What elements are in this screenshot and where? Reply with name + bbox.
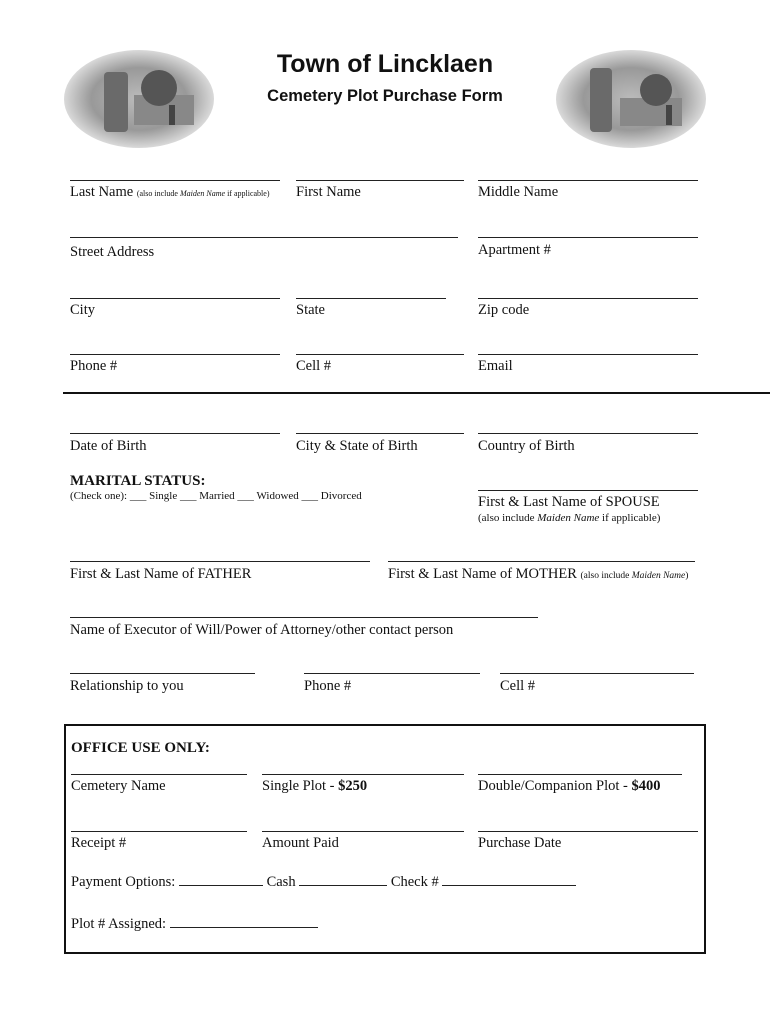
single-plot-price: $250 bbox=[338, 778, 368, 794]
purchase-date-label: Purchase Date bbox=[478, 835, 562, 851]
executor-cell-field[interactable] bbox=[500, 673, 694, 674]
first-name-label: First Name bbox=[296, 184, 361, 200]
office-use-heading: OFFICE USE ONLY: bbox=[71, 740, 210, 756]
plot-assigned-field[interactable] bbox=[170, 915, 318, 928]
email-label: Email bbox=[478, 358, 513, 374]
single-plot-label: Single Plot - $250 bbox=[262, 778, 368, 794]
payment-options-row bbox=[71, 873, 576, 891]
executor-phone-field[interactable] bbox=[304, 673, 480, 674]
city-field[interactable] bbox=[70, 298, 280, 299]
receipt-label: Receipt # bbox=[71, 835, 127, 851]
cash-label: Cash bbox=[266, 874, 296, 890]
marital-status-options[interactable]: (Check one): ___ Single ___ Married ___ Widowed ___ Divorced bbox=[70, 490, 362, 502]
birth-country-field[interactable] bbox=[478, 433, 698, 434]
check-label: Check # bbox=[390, 874, 439, 890]
apartment-label: Apartment # bbox=[478, 242, 551, 258]
street-address-label: Street Address bbox=[70, 244, 155, 260]
spouse-name-note: (also include Maiden Name if applicable) bbox=[478, 512, 661, 524]
executor-phone-label: Phone # bbox=[304, 678, 352, 694]
zip-field[interactable] bbox=[478, 298, 698, 299]
street-address-field[interactable] bbox=[70, 237, 458, 238]
executor-name-field[interactable] bbox=[70, 617, 538, 618]
cell-label: Cell # bbox=[296, 358, 332, 374]
dob-label: Date of Birth bbox=[70, 438, 147, 454]
apartment-field[interactable] bbox=[478, 237, 698, 238]
single-plot-field[interactable] bbox=[262, 774, 464, 775]
birth-city-state-field[interactable] bbox=[296, 433, 464, 434]
section-divider bbox=[63, 392, 770, 394]
phone-label: Phone # bbox=[70, 358, 118, 374]
state-field[interactable] bbox=[296, 298, 446, 299]
executor-name-label: Name of Executor of Will/Power of Attorney/other contact person bbox=[70, 622, 454, 638]
mother-name-label: First & Last Name of MOTHER (also include Maiden Name) bbox=[388, 566, 689, 582]
cash-field[interactable] bbox=[299, 873, 387, 886]
middle-name-field[interactable] bbox=[478, 180, 698, 181]
father-name-label: First & Last Name of FATHER bbox=[70, 566, 252, 582]
receipt-field[interactable] bbox=[71, 831, 247, 832]
plot-assigned-label: Plot # Assigned: bbox=[71, 916, 167, 932]
last-name-label: Last Name (also include Maiden Name if applicable) bbox=[70, 184, 270, 200]
payment-options-label: Payment Options: bbox=[71, 874, 176, 890]
spouse-name-label: First & Last Name of SPOUSE bbox=[478, 494, 660, 510]
double-plot-label: Double/Companion Plot - $400 bbox=[478, 778, 661, 794]
father-name-field[interactable] bbox=[70, 561, 370, 562]
cemetery-name-field[interactable] bbox=[71, 774, 247, 775]
check-number-field[interactable] bbox=[442, 873, 576, 886]
zip-label: Zip code bbox=[478, 302, 530, 318]
first-name-field[interactable] bbox=[296, 180, 464, 181]
phone-field[interactable] bbox=[70, 354, 280, 355]
executor-cell-label: Cell # bbox=[500, 678, 536, 694]
cemetery-name-label: Cemetery Name bbox=[71, 778, 166, 794]
mother-name-field[interactable] bbox=[388, 561, 695, 562]
birth-country-label: Country of Birth bbox=[478, 438, 575, 454]
city-label: City bbox=[70, 302, 95, 318]
spouse-name-field[interactable] bbox=[478, 490, 698, 491]
plot-assigned-row bbox=[71, 915, 318, 933]
birth-city-state-label: City & State of Birth bbox=[296, 438, 418, 454]
amount-paid-field[interactable] bbox=[262, 831, 464, 832]
email-field[interactable] bbox=[478, 354, 698, 355]
relationship-field[interactable] bbox=[70, 673, 255, 674]
payment-options-field[interactable] bbox=[179, 873, 263, 886]
relationship-label: Relationship to you bbox=[70, 678, 184, 694]
purchase-date-field[interactable] bbox=[478, 831, 698, 832]
last-name-field[interactable] bbox=[70, 180, 280, 181]
double-plot-price: $400 bbox=[631, 778, 661, 794]
cell-field[interactable] bbox=[296, 354, 464, 355]
state-label: State bbox=[296, 302, 325, 318]
amount-paid-label: Amount Paid bbox=[262, 835, 339, 851]
form-subtitle: Cemetery Plot Purchase Form bbox=[267, 87, 503, 105]
middle-name-label: Middle Name bbox=[478, 184, 559, 200]
double-plot-field[interactable] bbox=[478, 774, 682, 775]
marital-status-heading: MARITAL STATUS: bbox=[70, 473, 206, 489]
dob-field[interactable] bbox=[70, 433, 280, 434]
form-title: Town of Lincklaen bbox=[276, 50, 494, 78]
